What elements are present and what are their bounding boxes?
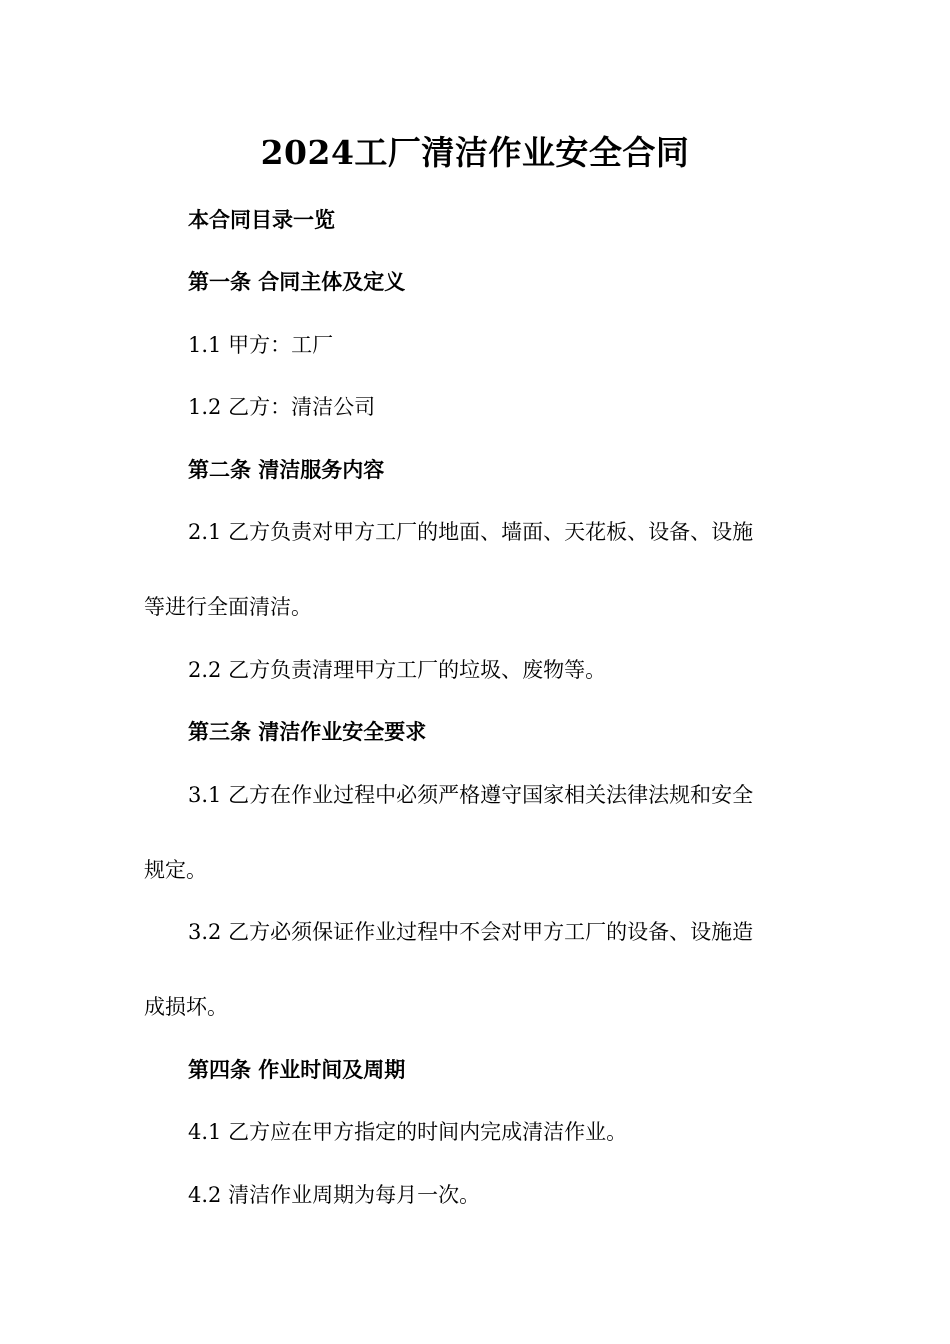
section-heading-3: 第三条 清洁作业安全要求	[188, 719, 427, 744]
clause-3-1-line-1: 3.1 乙方在作业过程中必须严格遵守国家相关法律法规和安全	[188, 783, 754, 807]
section-heading-4: 第四条 作业时间及周期	[188, 1057, 406, 1082]
clause-3-1-line-2: 规定。	[144, 858, 207, 882]
clause-2-2: 2.2 乙方负责清理甲方工厂的垃圾、废物等。	[188, 658, 607, 682]
toc-heading: 本合同目录一览	[188, 207, 335, 232]
clause-1-2: 1.2 乙方：清洁公司	[188, 395, 376, 419]
section-heading-2: 第二条 清洁服务内容	[188, 457, 385, 482]
clause-2-1-line-1: 2.1 乙方负责对甲方工厂的地面、墙面、天花板、设备、设施	[188, 520, 754, 544]
clause-3-2-line-2: 成损坏。	[144, 995, 228, 1019]
document-title: 2024工厂清洁作业安全合同	[260, 133, 690, 172]
clause-4-1: 4.1 乙方应在甲方指定的时间内完成清洁作业。	[188, 1120, 628, 1144]
clause-3-2-line-1: 3.2 乙方必须保证作业过程中不会对甲方工厂的设备、设施造	[188, 920, 754, 944]
clause-4-2: 4.2 清洁作业周期为每月一次。	[188, 1183, 481, 1207]
clause-1-1: 1.1 甲方：工厂	[188, 333, 334, 357]
clause-2-1-line-2: 等进行全面清洁。	[144, 595, 312, 619]
section-heading-1: 第一条 合同主体及定义	[188, 269, 406, 294]
